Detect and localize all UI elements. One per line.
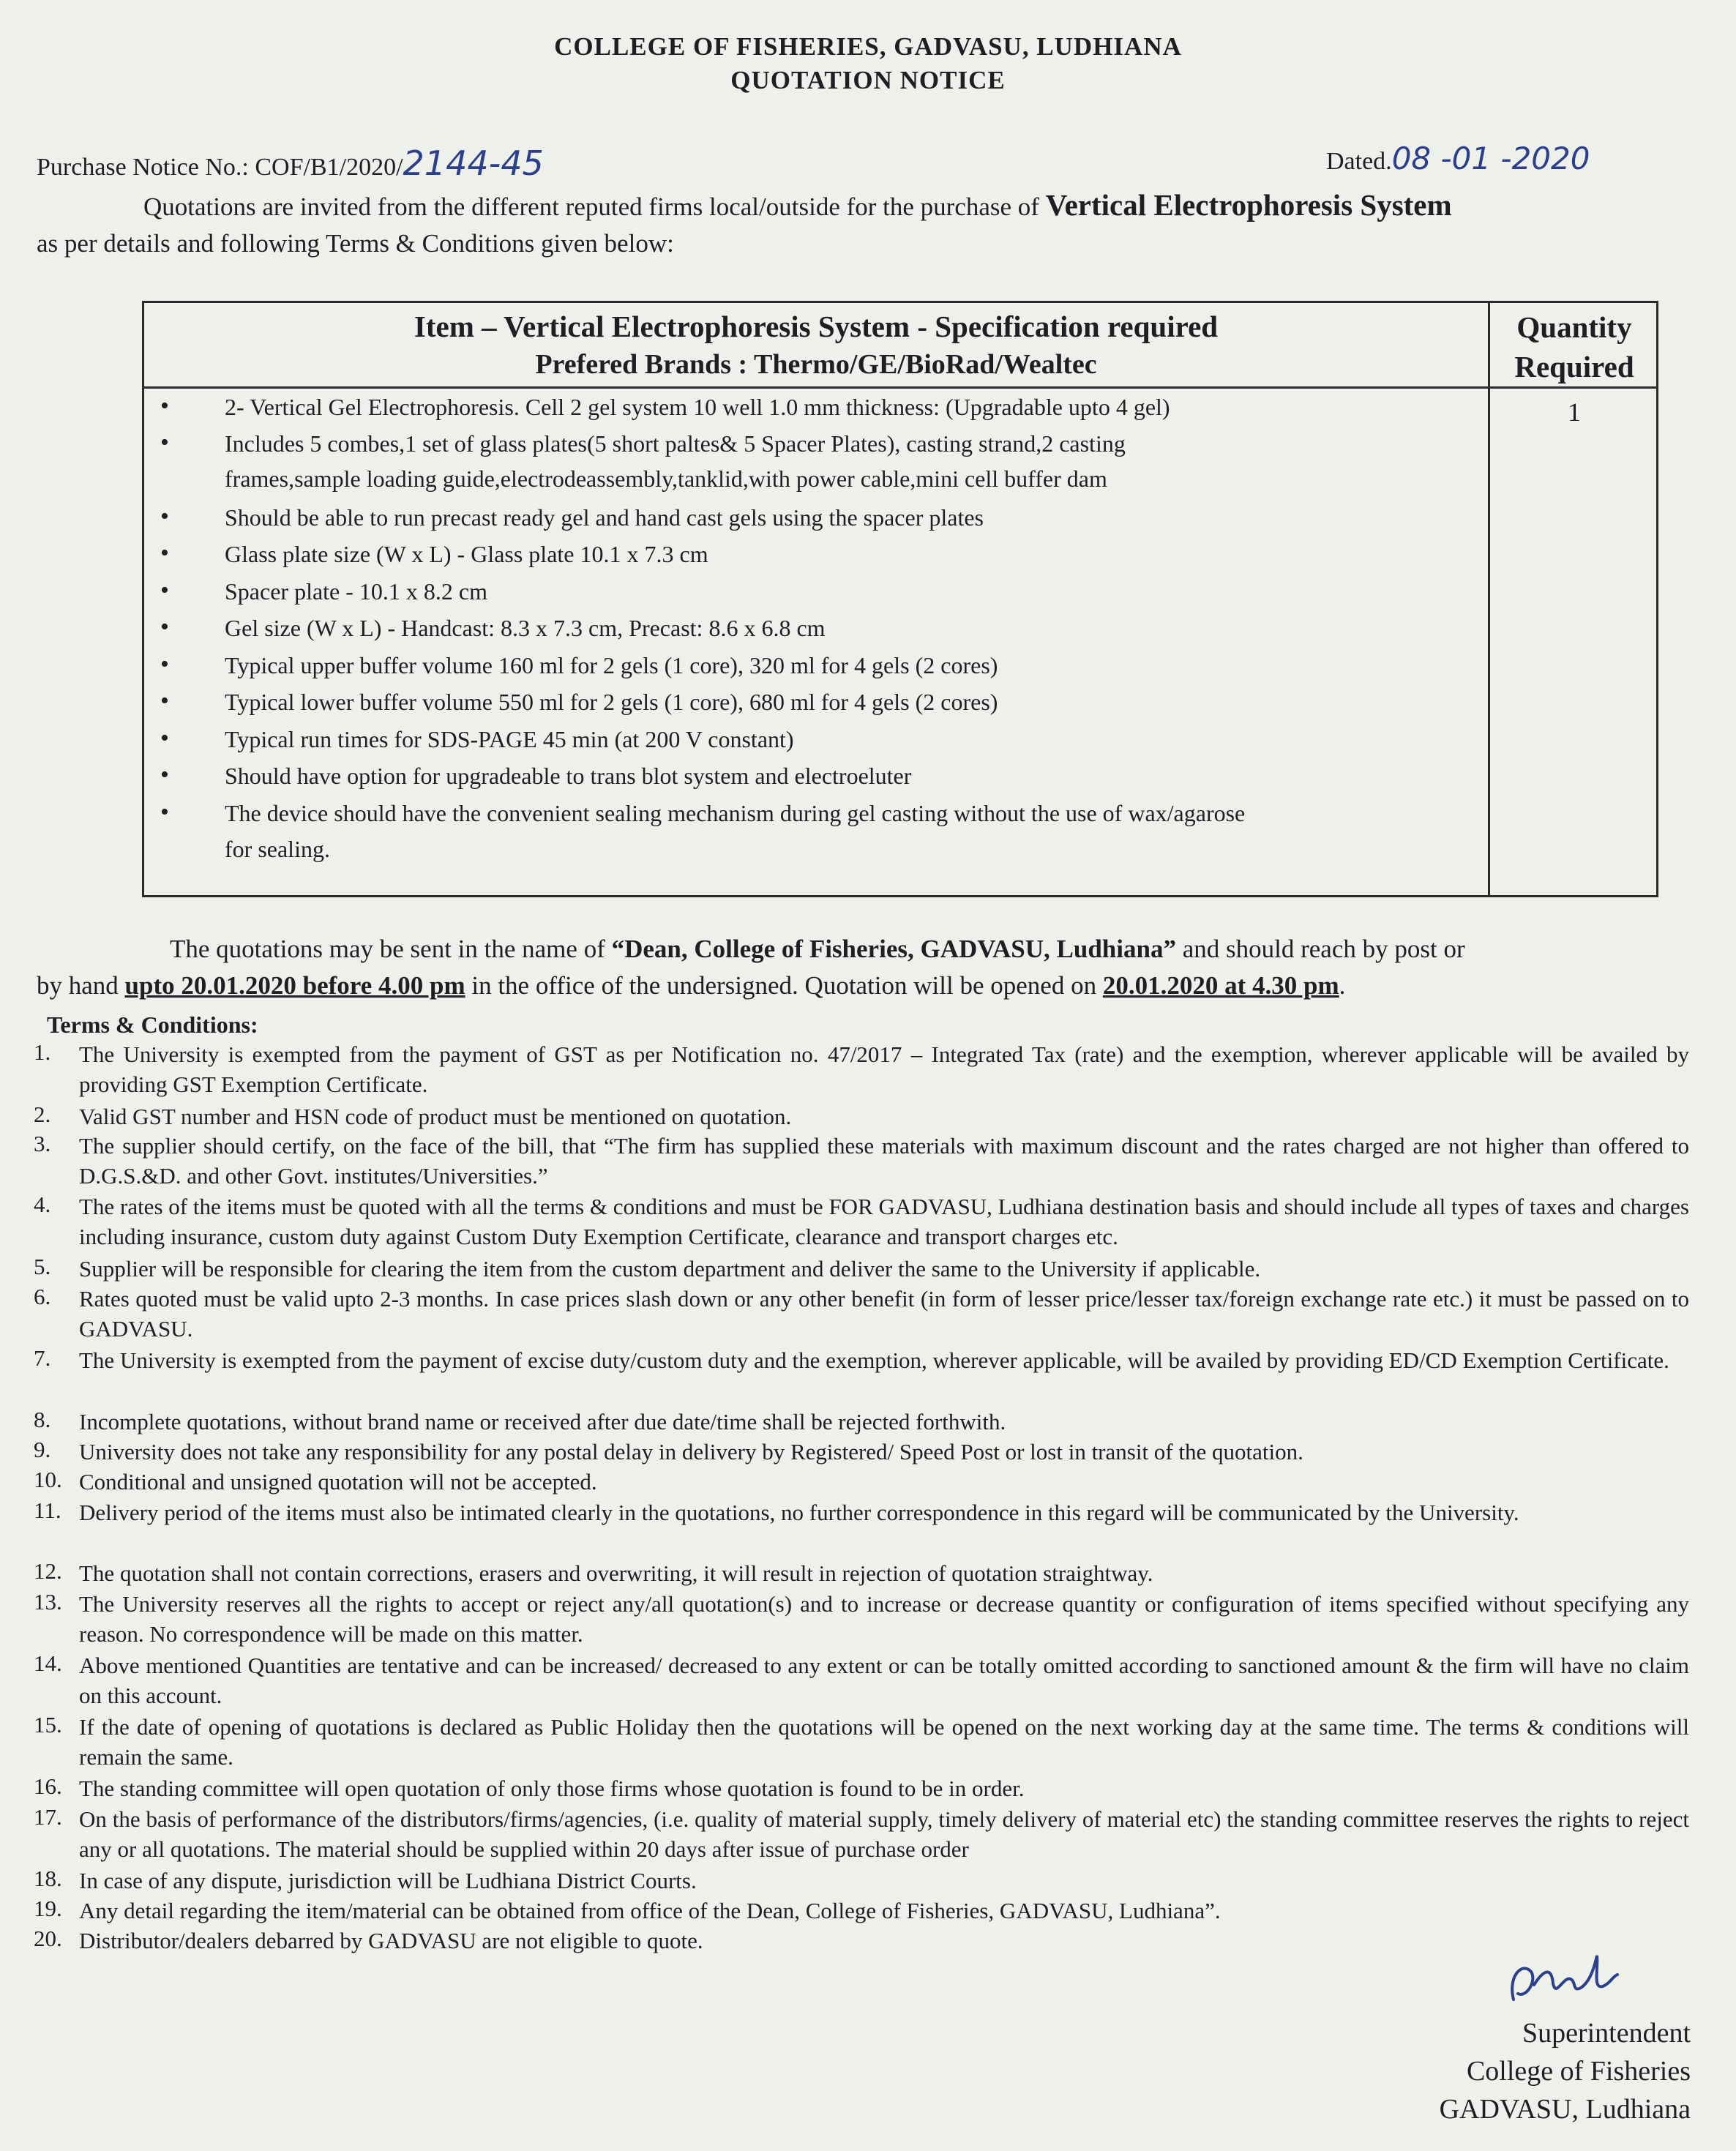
spec-item: • 2- Vertical Gel Electrophoresis. Cell 2 gel system 10 well 1.0 mm thickness: (Upgradable upto 4 gel) xyxy=(225,394,1170,421)
intro-text: Quotations are invited from the different reputed firms local/outside for the purchase of xyxy=(143,192,1039,221)
spec-item: • Typical run times for SDS-PAGE 45 min (at 200 V constant) xyxy=(225,726,794,753)
intro-line-1 xyxy=(143,187,1452,222)
submission-deadline: upto 20.01.2020 before 4.00 pm xyxy=(124,971,465,1000)
handwritten-signature xyxy=(1500,1947,1632,2013)
spec-item: • The device should have the convenient sealing mechanism during gel casting without the use of wax/agarose xyxy=(225,800,1245,827)
addressee: “Dean, College of Fisheries, GADVASU, Ludhiana” xyxy=(611,935,1176,963)
dated-label: Dated. xyxy=(1326,148,1392,175)
signatory-place: GADVASU, Ludhiana xyxy=(1439,2094,1691,2125)
spec-item: • Gel size (W x L) - Handcast: 8.3 x 7.3 cm, Precast: 8.6 x 6.8 cm xyxy=(225,615,826,642)
spec-item: • Should have option for upgradeable to trans blot system and electroeluter xyxy=(225,763,911,790)
table-header-divider xyxy=(144,386,1656,389)
table-heading-brands: Prefered Brands : Thermo/GE/BioRad/Wealtec xyxy=(535,349,1097,380)
purchase-notice-line xyxy=(37,143,544,183)
purchase-number-handwritten: 2144-45 xyxy=(403,143,544,183)
submission-line-1: The quotations may be sent in the name of “Dean, College of Fisheries, GADVASU, Ludhiana” and should reach by post or xyxy=(170,935,1465,963)
spec-item-continued: frames,sample loading guide,electrodeassembly,tanklid,with power cable,mini cell buffer dam xyxy=(225,465,1107,492)
dated-line xyxy=(1326,141,1590,176)
spec-item: • Typical lower buffer volume 550 ml for 2 gels (1 core), 680 ml for 4 gels (2 cores) xyxy=(225,689,998,716)
intro-line-2: as per details and following Terms & Conditions given below: xyxy=(37,229,674,258)
table-heading-item: Item – Vertical Electrophoresis System - Specification required xyxy=(414,310,1219,343)
spec-item: • Glass plate size (W x L) - Glass plate 10.1 x 7.3 cm xyxy=(225,541,708,568)
institution-title: COLLEGE OF FISHERIES, GADVASU, LUDHIANA xyxy=(554,32,1182,61)
purchase-notice-label: Purchase Notice No.: COF/B1/2020/ xyxy=(37,154,403,181)
notice-title: QUOTATION NOTICE xyxy=(730,66,1006,94)
table-heading-quantity: Quantity xyxy=(1516,310,1632,344)
spec-item: • Should be able to run precast ready gel and hand cast gels using the spacer plates xyxy=(225,504,984,531)
intro-item-name: Vertical Electrophoresis System xyxy=(1045,188,1452,222)
spec-item: • Spacer plate - 10.1 x 8.2 cm xyxy=(225,578,487,605)
opening-datetime: 20.01.2020 at 4.30 pm xyxy=(1102,971,1339,1000)
submission-line-2: by hand upto 20.01.2020 before 4.00 pm in the office of the undersigned. Quotation will be opened on 20.01.2020 at 4.30 pm. xyxy=(37,971,1346,1000)
specification-table xyxy=(142,301,1658,897)
signatory-org: College of Fisheries xyxy=(1466,2056,1691,2087)
terms-heading: Terms & Conditions: xyxy=(47,1011,258,1038)
signatory-title: Superintendent xyxy=(1522,2018,1691,2049)
spec-item-continued: for sealing. xyxy=(225,836,330,862)
spec-item: • Includes 5 combes,1 set of glass plates(5 short paltes& 5 Spacer Plates), casting strand,2 casting xyxy=(225,430,1126,457)
date-handwritten: 08 -01 -2020 xyxy=(1391,141,1590,176)
quotation-notice-page: COLLEGE OF FISHERIES, GADVASU, LUDHIANA QUOTATION NOTICE Purchase Notice No.: COF/B1/2020/2144-45 Dated.08 -01 -2020 Quotations are invited from the different reputed firms local/outside for the purchase of Vertical Electrophoresis System as per details and following Terms & Conditions given below: Item – Vertical Electrophoresis System - Specification required Prefered Brands : Thermo/GE/BioRad/Wealtec Quantity Required 1 • 2- Vertical Gel Electrophoresis. Cell 2 gel system 10 well 1.0 mm thickness: (Upgradable upto 4 gel) • Includes 5 combes,1 set of glass plates(5 short paltes& 5 Spacer Plates), casting strand,2 casting frames,sample loading guide,electrodeassembly,tanklid,with power cable,mini cell buffer dam • Should be able to run precast ready gel and hand cast gels using the spacer plates • Glass plate size (W x L) - Glass plate 10.1 x 7.3 cm • Spacer plate - 10.1 x 8.2 cm • Gel size (W x L) - Handcast: 8.3 x 7.3 cm, Precast: 8.6 x 6.8 cm • Typical upper buffer volume 160 ml for 2 gels (1 core), 320 ml for 4 gels (2 cores) • Typical lower buffer volume 550 ml for 2 gels (1 core), 680 ml for 4 gels (2 cores) • Typical run times for SDS-PAGE 45 min (at 200 V constant) • Should have option for upgradeable to trans blot system and electroeluter • The device should have the convenient sealing mechanism during gel casting without the use of wax/agarose for sealing. The quotations may be sent in the name of “Dean, College of Fisheries, GADVASU, Ludhiana” and should reach by post or by hand upto 20.01.2020 before 4.00 pm in the office of the undersigned. Quotation will be opened on 20.01.2020 at 4.30 pm. Terms & Conditions: 1. The University is exempted from the payment of GST as per Notification no. 47/2017 – Integrated Tax (rate) and the exemption, wherever applicable will be availed by providing GST Exemption Certificate. 2. Valid GST number and HSN code of product must be mentioned on quotation. 3. The supplier should certify, on the face of the bill, that “The firm has supplied these materials with maximum discount and the rates charged are not higher than offered to D.G.S.&D. and other Govt. institutes/Universities.” 4. The rates of the items must be quoted with all the terms & conditions and must be FOR GADVASU, Ludhiana destination basis and should include all types of taxes and charges including insurance, custom duty against Custom Duty Exemption Certificate, clearance and transport charges etc. 5. Supplier will be responsible for clearing the item from the custom department and deliver the same to the University if applicable. 6. Rates quoted must be valid upto 2-3 months. In case prices slash down or any other benefit (in form of lesser price/lesser tax/foreign exchange rate etc.) it must be passed on to GADVASU. 7. The University is exempted from the payment of excise duty/custom duty and the exemption, wherever applicable, will be availed by providing ED/CD Exemption Certificate. 8. Incomplete quotations, without brand name or received after due date/time shall be rejected forthwith. 9. University does not take any responsibility for any postal delay in delivery by Registered/ Speed Post or lost in transit of the quotation. 10. Conditional and unsigned quotation will not be accepted. 11. Delivery period of the items must also be intimated clearly in the quotations, no further correspondence in this regard will be communicated by the University. 12. The quotation shall not contain corrections, erasers and overwriting, it will result in rejection of quotation straightway. 13. The University reserves all the rights to accept or reject any/all quotation(s) and to increase or decrease quantity or configuration of items specified without specifying any reason. No correspondence will be made on this matter. 14. Above mentioned Quantities are tentative and can be increased/ decreased to any extent or can be totally omitted according to sanctioned amount & the firm will have no claim on this account. 15. If the date of opening of quotations is declared as Public Holiday then the quotations will be opened on the next working day at the same time. The terms & conditions will remain the same. 16. The standing committee will open quotation of only those firms whose quotation is found to be in order. 17. On the basis of performance of the distributors/firms/agencies, (i.e. quality of material supply, timely delivery of material etc) the standing committee reserves the rights to reject any or all quotations. The material should be supplied within 20 days after issue of purchase order 18. In case of any dispute, jurisdiction will be Ludhiana District Courts. 19. Any detail regarding the item/material can be obtained from office of the Dean, College of Fisheries, GADVASU, Ludhiana”. 20. Distributor/dealers debarred by GADVASU are not eligible to quote. Superintendent College of Fisheries GADVASU, Ludhiana xyxy=(0,0,1736,2151)
quantity-value: 1 xyxy=(1568,397,1581,427)
spec-item: • Typical upper buffer volume 160 ml for 2 gels (1 core), 320 ml for 4 gels (2 cores) xyxy=(225,652,998,679)
table-heading-required: Required xyxy=(1514,350,1634,384)
